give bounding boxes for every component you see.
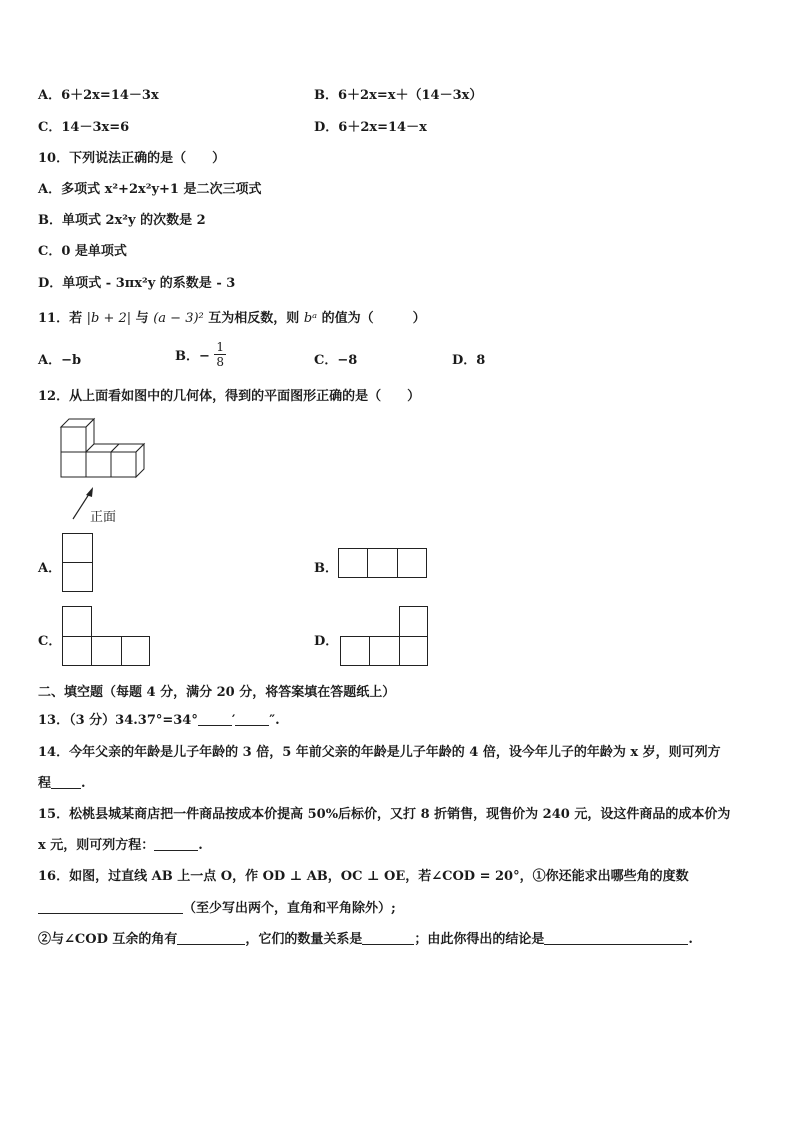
q11-option-a: A．−b	[38, 353, 82, 368]
q16-line-3-part-a: ②与∠COD 互余的角有	[38, 932, 178, 947]
q13-minute-mark: ′	[231, 713, 236, 728]
q10-stem: 10．下列说法正确的是（ ）	[38, 151, 226, 166]
q16-angles-blank[interactable]	[38, 901, 183, 914]
q11-stem	[38, 307, 426, 326]
q11-option-b	[175, 340, 226, 369]
q9-option-b: B．6＋2x=x＋（14－3x）	[314, 88, 483, 103]
q10-option-c: C．0 是单项式	[38, 244, 127, 259]
q12-option-c-figure	[62, 606, 154, 668]
section-2-heading: 二、填空题（每题 4 分，满分 20 分，将答案填在答题纸上）	[38, 685, 396, 700]
q14-line-2	[38, 772, 86, 791]
q13-minutes-blank[interactable]	[198, 713, 232, 726]
q16-line-1: 16．如图，过直线 AB 上一点 O，作 OD ⊥ AB，OC ⊥ OE，若∠COD = 20°，①你还能求出哪些角的度数	[38, 869, 689, 884]
q14-answer-blank[interactable]	[51, 776, 81, 789]
q10-option-b: B．单项式 2x²y 的次数是 2	[38, 213, 206, 228]
q13-second-mark: ″.	[269, 713, 280, 728]
q12-stem: 12．从上面看如图中的几何体，得到的平面图形正确的是（ ）	[38, 389, 421, 404]
q14-text: 程	[38, 776, 52, 791]
q12-option-a: A．	[38, 561, 62, 576]
q11-mid: 与	[135, 311, 149, 326]
q12-option-b: B．	[314, 561, 338, 576]
q13-seconds-blank[interactable]	[235, 713, 269, 726]
fraction-denominator: 8	[216, 355, 225, 369]
q11-option-d: D．8	[452, 353, 486, 368]
q12-front-label: 正面	[90, 510, 117, 525]
q15-text: x 元，则可列方程：	[38, 838, 155, 853]
q9-option-a: A．6＋2x=14－3x	[38, 88, 159, 103]
q10-option-a: A．多项式 x²+2x²y+1 是二次三项式	[38, 182, 262, 197]
q15-answer-blank[interactable]	[154, 838, 198, 851]
q11-power-expr: bᵃ	[303, 311, 318, 326]
q16-complement-blank[interactable]	[177, 932, 245, 945]
q12-option-d-figure	[340, 606, 432, 668]
q14-line-1: 14．今年父亲的年龄是儿子年龄的 3 倍，5 年前父亲的年龄是儿子年龄的 4 倍，设今年儿子的年龄为 x 岁，则可列方	[38, 745, 721, 760]
q12-option-c: C．	[38, 634, 62, 649]
q16-line-3-part-b: ，它们的数量关系是	[245, 932, 363, 947]
q13-text: 13．（3 分）34.37°=34°	[38, 713, 198, 728]
q15-line-1: 15．松桃县城某商店把一件商品按成本价提高 50%后标价，又打 8 折销售，现售价为 240 元，设这件商品的成本价为	[38, 807, 731, 822]
q14-end: .	[81, 776, 86, 791]
q16-line-3-end: .	[688, 932, 693, 947]
q16-line-3	[38, 928, 693, 947]
q11-option-c: C．−8	[314, 353, 358, 368]
fraction-numerator: 1	[216, 340, 225, 354]
arrow-head-icon	[86, 487, 93, 497]
q9-option-c: C．14－3x=6	[38, 120, 130, 135]
q11-stem-post: 互为相反数，则	[208, 311, 300, 326]
q12-option-d: D．	[314, 634, 339, 649]
q16-line-3-part-c: ；由此你得出的结论是	[414, 932, 545, 947]
q10-option-d: D．单项式 - 3πx²y 的系数是 - 3	[38, 276, 236, 291]
q16-line-2	[38, 897, 396, 916]
q11-stem-pre: 11．若	[38, 311, 83, 326]
q16-line-2-text: （至少写出两个，直角和平角除外）;	[183, 901, 396, 916]
q11-stem-end: 的值为（ ）	[321, 311, 426, 326]
q11-option-b-label: B．−	[175, 349, 210, 364]
q16-conclusion-blank[interactable]	[544, 932, 688, 945]
q12-option-b-figure	[338, 548, 430, 580]
q9-option-d: D．6＋2x=14－x	[314, 120, 427, 135]
q11-option-b-fraction	[214, 340, 226, 369]
q12-option-a-figure	[62, 533, 94, 593]
q15-line-2	[38, 834, 203, 853]
q15-end: .	[198, 838, 203, 853]
q11-abs-expr: |b + 2|	[86, 311, 132, 326]
q16-relation-blank[interactable]	[362, 932, 414, 945]
q11-square-expr: (a − 3)²	[153, 311, 204, 326]
q13	[38, 709, 280, 728]
